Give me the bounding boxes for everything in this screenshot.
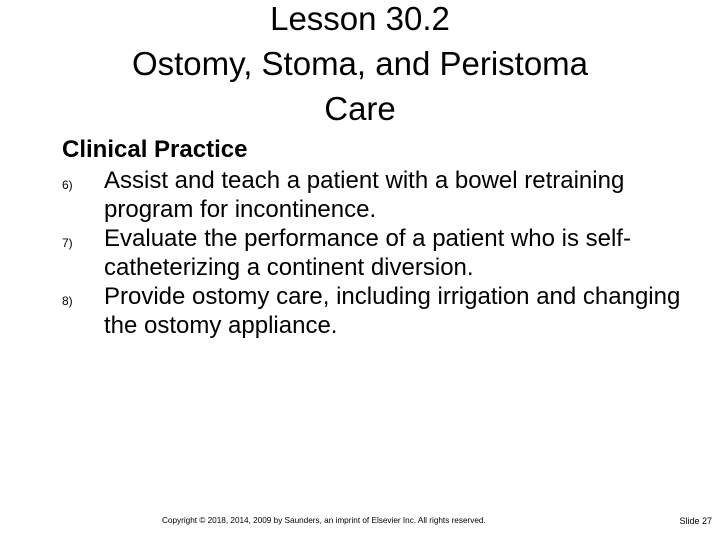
list-item bbox=[62, 166, 682, 224]
item-text: Evaluate the performance of a patient who is self-catheterizing a continent diversion. bbox=[104, 225, 631, 281]
slide-title bbox=[40, 0, 680, 131]
slide-content bbox=[62, 134, 682, 340]
slide-number: Slide 27 bbox=[679, 516, 712, 526]
item-text: Provide ostomy care, including irrigation and changing the ostomy appliance. bbox=[104, 283, 681, 339]
title-line-2: Ostomy, Stoma, and Peristoma bbox=[131, 45, 589, 82]
item-number: 7) bbox=[62, 236, 73, 250]
objectives-list bbox=[62, 166, 682, 340]
item-text: Assist and teach a patient with a bowel retraining program for incontinence. bbox=[104, 167, 625, 223]
title-line-3: Care bbox=[324, 90, 396, 127]
title-line-1: Lesson 30.2 bbox=[270, 0, 450, 37]
list-item bbox=[62, 282, 682, 340]
section-heading: Clinical Practice bbox=[62, 136, 248, 163]
item-number: 6) bbox=[62, 178, 73, 192]
item-number: 8) bbox=[62, 294, 73, 308]
list-item bbox=[62, 224, 682, 282]
copyright-footer: Copyright © 2018, 2014, 2009 by Saunders, an imprint of Elsevier Inc. All rights reserved. bbox=[162, 516, 486, 525]
